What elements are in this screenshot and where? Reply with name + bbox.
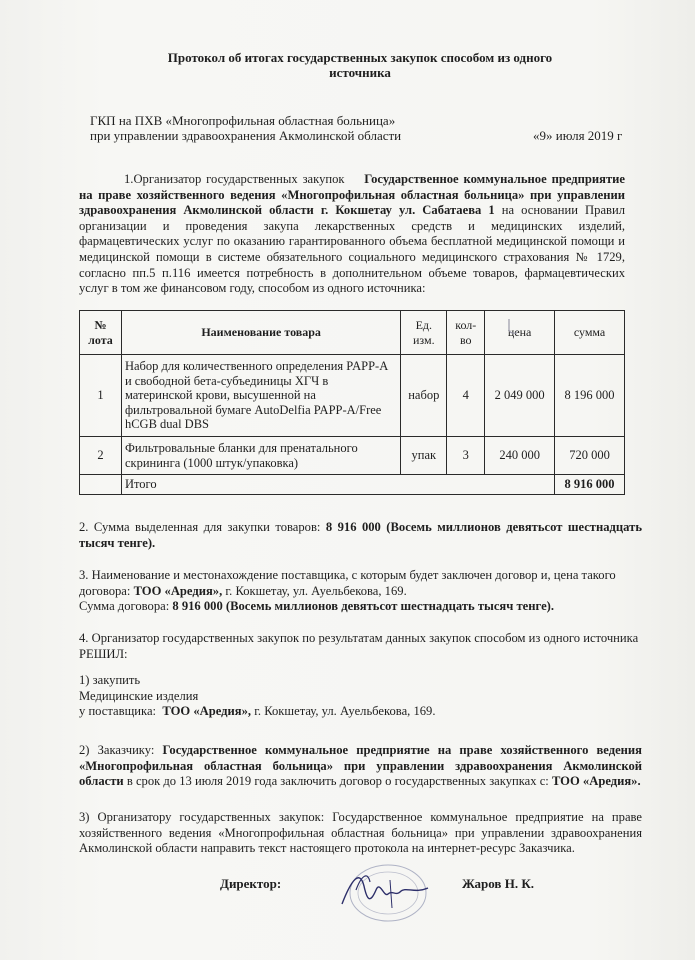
document-date: «9» июля 2019 г (533, 128, 623, 143)
row-qty: 4 (447, 355, 485, 437)
total-sum: 8 916 000 (555, 475, 625, 495)
paragraph-organizer-lead: 1.Организатор государственных закупок (124, 172, 345, 186)
decision-2-lead: 2) Заказчику: (79, 743, 155, 757)
document-title: Протокол об итогах государственных закупок способом из одного источника (167, 50, 553, 80)
director-signature-icon (330, 860, 440, 930)
row-unit: набор (401, 355, 447, 437)
goods-table (79, 310, 625, 495)
row-sum: 8 196 000 (555, 355, 625, 437)
contract-sum-value: 8 916 000 (Восемь миллионов девятьсот шестнадцать тысяч тенге). (172, 599, 555, 614)
decision-1-line-3-lead: у поставщика: (79, 704, 157, 719)
row-price: 240 000 (485, 437, 555, 475)
row-lot: 1 (80, 355, 122, 437)
decision-item-3: 3) Организатору государственных закупок: Государственное коммунальное предприятие на праве хозяйственного ведения «Многопрофильная областная больница» при управлении здравоохранения Акмолинской области направить текст настоящего протокола на интернет-ресурс Заказчика. (79, 810, 642, 856)
paragraph-allocated-sum (79, 520, 642, 551)
header-sum: сумма (555, 311, 625, 355)
decision-1-line-2: Медицинские изделия (79, 688, 199, 703)
decision-2-rest: в срок до 13 июля 2019 года заключить договор о государственных закупках с: (126, 774, 549, 789)
row-sum: 720 000 (555, 437, 625, 475)
row-qty: 3 (447, 437, 485, 475)
pen-mark-icon (506, 318, 520, 336)
header-price: цена (485, 311, 555, 355)
allocated-sum-lead: 2. Сумма выделенная для закупки товаров: (79, 520, 321, 534)
paragraph-organizer (79, 172, 625, 297)
organization-line-2: при управлении здравоохранения Акмолинской области (90, 128, 402, 143)
paragraph-organizer-rest: на основании Правил организации и проведения закупа лекарственных средств и медицинских изделий, фармацевтических услуг по оказанию гарантированного объема бесплатной медицинской помощи и медицинской помощи в системе обязательного социального медицинского страхования № 1729, согласно пп.5 п.116 имеется потребность в дополнительном объеме товаров, фармацевтических услуг в том же финансовом году, способом из одного источника: (79, 203, 626, 296)
supplier-name: ТОО «Аредия», (133, 583, 223, 598)
decision-1-address: г. Кокшетау, ул. Ауельбекова, 169. (254, 704, 436, 719)
decision-2-supplier: ТОО «Аредия». (551, 774, 641, 789)
table-header-row (80, 311, 625, 355)
row-price: 2 049 000 (485, 355, 555, 437)
header-qty: кол-во (447, 311, 485, 355)
row-unit: упак (401, 437, 447, 475)
paragraph-organizer-name: Государственное коммунальное предприятие на праве хозяйственного ведения «Многопрофильная областная больница» при управлении здравоохранения Акмолинской области г. Кокшетау ул. Сабатаева 1 (79, 172, 625, 218)
header-unit: Ед. изм. (401, 311, 447, 355)
decision-2-customer: Государственное коммунальное предприятие на праве хозяйственного ведения «Многопрофильная областная больница» при управлении здравоохранения Акмолинской области (79, 743, 642, 789)
table-total-row (80, 475, 625, 495)
supplier-lead: 3. Наименование и местонахождение поставщика, с которым будет заключен договор и, цена такого договора: (79, 568, 616, 598)
decision-item-2 (79, 743, 642, 790)
decision-1-line-1: 1) закупить (79, 673, 141, 687)
table-row (80, 437, 625, 475)
table-row (80, 355, 625, 437)
header-lot: № лота (80, 311, 122, 355)
organization-line-1: ГКП на ПХВ «Многопрофильная областная больница» (90, 113, 396, 128)
contract-sum-lead: Сумма договора: (79, 599, 170, 614)
director-name: Жаров Н. К. (462, 876, 534, 891)
paragraph-supplier (79, 568, 634, 615)
decision-1-supplier: ТОО «Аредия», (162, 704, 252, 719)
row-name: Фильтровальные бланки для пренатального скрининга (1000 штук/упаковка) (121, 437, 400, 475)
allocated-sum-value: 8 916 000 (Восемь миллионов девятьсот шестнадцать тысяч тенге). (79, 520, 642, 550)
supplier-address: г. Кокшетау, ул. Ауельбекова, 169. (225, 583, 407, 598)
row-lot: 2 (80, 437, 122, 475)
header-name: Наименование товара (121, 311, 400, 355)
decision-item-1 (79, 673, 639, 720)
total-label: Итого (121, 475, 554, 495)
total-empty-cell (80, 475, 122, 495)
row-name: Набор для количественного определения PAPP-A и свободной бета-субъединицы ХГЧ в материнской крови, высушенной на фильтровальной бумаге AutoDelfia PAPP-A/Free hCGB dual DBS (121, 355, 400, 437)
paragraph-decision: 4. Организатор государственных закупок по результатам данных закупок способом из одного источника РЕШИЛ: (79, 631, 639, 661)
director-label: Директор: (220, 876, 282, 891)
